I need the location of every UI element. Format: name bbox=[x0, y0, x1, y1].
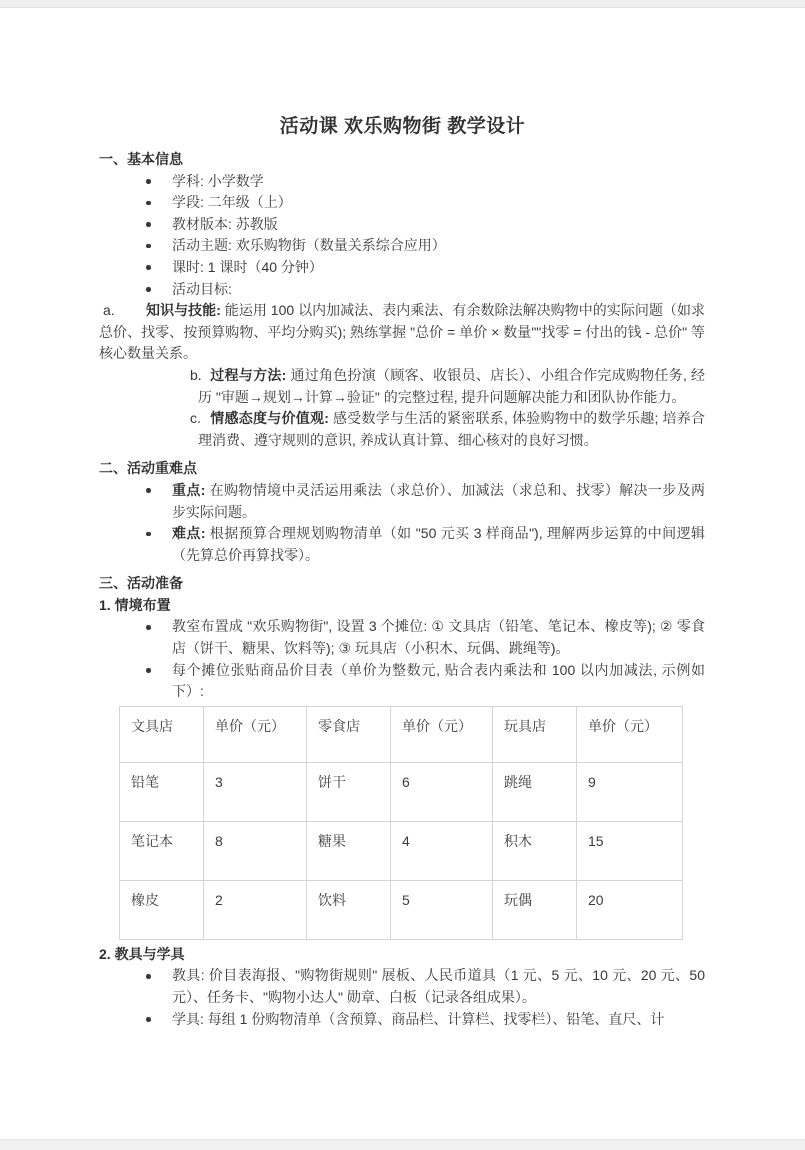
table-header-cell: 文具店 bbox=[120, 706, 204, 762]
table-cell: 2 bbox=[204, 880, 307, 939]
list-item-price-list bbox=[172, 660, 705, 703]
bullet-icon bbox=[146, 532, 151, 537]
objective-label: 过程与方法: bbox=[210, 366, 291, 383]
table-cell: 饮料 bbox=[307, 880, 391, 939]
list-item-text: 每个摊位张贴商品价目表（单价为整数元, 贴合表内乘法和 100 以内加减法, 示例如下）: bbox=[172, 661, 705, 700]
list-item-text: 教材版本: 苏教版 bbox=[172, 215, 278, 232]
table-cell: 积木 bbox=[493, 821, 577, 880]
list-item-text: 教具: 价目表海报、"购物街规则" 展板、人民币道具（1 元、5 元、10 元、20 元、50 元）、任务卡、"购物小达人" 勋章、白板（记录各组成果）。 bbox=[172, 967, 705, 1006]
table-cell: 笔记本 bbox=[120, 821, 204, 880]
list-item-text: 在购物情境中灵活运用乘法（求总价）、加减法（求总和、找零）解决一步及两步实际问题。 bbox=[172, 481, 706, 520]
list-item-teaching-aids bbox=[172, 965, 705, 1008]
bullet-icon bbox=[146, 222, 151, 227]
list-item-text: 学段: 二年级（上） bbox=[172, 194, 292, 211]
table-cell: 4 bbox=[391, 821, 493, 880]
table-cell: 6 bbox=[391, 762, 493, 821]
list-item-subject bbox=[172, 171, 705, 193]
section-heading-key-points: 二、活动重难点 bbox=[99, 460, 197, 477]
list-item-text: 活动目标: bbox=[172, 280, 232, 297]
list-item-difficulty bbox=[172, 523, 705, 566]
table-cell: 玩偶 bbox=[493, 880, 577, 939]
table-cell: 橡皮 bbox=[120, 880, 204, 939]
list-item-grade bbox=[172, 192, 705, 214]
list-item-duration bbox=[172, 257, 705, 279]
list-item-text: 教室布置成 "欢乐购物街", 设置 3 个摊位: ① 文具店（铅笔、笔记本、橡皮等); ② 零食店（饼干、糖果、饮料等); ③ 玩具店（小积木、玩偶、跳绳等)。 bbox=[172, 618, 705, 657]
objective-label: 情感态度与价值观: bbox=[210, 410, 334, 427]
list-item-label: 重点: bbox=[172, 481, 210, 498]
bullet-icon bbox=[146, 1017, 151, 1022]
list-item-label: 难点: bbox=[172, 525, 210, 542]
list-item-text: 课时: 1 课时（40 分钟） bbox=[172, 258, 323, 275]
list-item-goals bbox=[172, 279, 705, 301]
document-page bbox=[0, 7, 805, 1140]
table-cell: 8 bbox=[204, 821, 307, 880]
objective-b bbox=[190, 365, 705, 408]
bullet-icon bbox=[146, 287, 151, 292]
table-cell: 20 bbox=[577, 880, 683, 939]
page-title: 活动课 欢乐购物街 教学设计 bbox=[279, 116, 526, 137]
table-header-cell: 单价（元） bbox=[577, 706, 683, 762]
document-body bbox=[0, 149, 805, 1030]
section-heading-preparation: 三、活动准备 bbox=[99, 575, 183, 592]
price-table bbox=[119, 706, 683, 940]
table-cell: 跳绳 bbox=[493, 762, 577, 821]
bullet-icon bbox=[146, 265, 151, 270]
objective-label: 知识与技能: bbox=[146, 302, 225, 319]
table-row bbox=[120, 762, 683, 821]
list-item-theme bbox=[172, 235, 705, 257]
bullet-icon bbox=[146, 201, 151, 206]
list-item-student-tools bbox=[172, 1009, 705, 1031]
objective-marker: c. bbox=[190, 410, 201, 427]
list-item-text: 学具: 每组 1 份购物清单（含预算、商品栏、计算栏、找零栏）、铅笔、直尺、计 bbox=[172, 1010, 665, 1027]
table-cell: 3 bbox=[204, 762, 307, 821]
objective-a bbox=[99, 300, 705, 365]
table-cell: 15 bbox=[577, 821, 683, 880]
objective-marker: a. bbox=[103, 302, 115, 319]
list-item-textbook bbox=[172, 214, 705, 236]
table-cell: 饼干 bbox=[307, 762, 391, 821]
table-cell: 5 bbox=[391, 880, 493, 939]
table-cell: 糖果 bbox=[307, 821, 391, 880]
bullet-icon bbox=[146, 488, 151, 493]
objective-c bbox=[190, 408, 705, 451]
subsection-heading-scene: 1. 情境布置 bbox=[99, 596, 171, 613]
table-header-cell: 零食店 bbox=[307, 706, 391, 762]
table-header-cell: 玩具店 bbox=[493, 706, 577, 762]
objective-text: 通过角色扮演（顾客、收银员、店长）、小组合作完成购物任务, 经历 "审题→规划→计算→验证" 的完整过程, 提升问题解决能力和团队协作能力。 bbox=[198, 366, 705, 405]
list-item-text: 学科: 小学数学 bbox=[172, 172, 264, 189]
list-item-text: 根据预算合理规划购物清单（如 "50 元买 3 样商品"), 理解两步运算的中间逻辑（先算总价再算找零）。 bbox=[172, 525, 705, 563]
bullet-icon bbox=[146, 179, 151, 184]
objective-text: 能运用 100 以内加减法、表内乘法、有余数除法解决购物中的实际问题（如求总价、找零、按预算购物、平均分购买); 熟练掌握 "总价 = 单价 × 数量""找零 = 付出的钱 - 总价" 等核心数量关系。 bbox=[99, 302, 705, 362]
bullet-icon bbox=[146, 244, 151, 249]
list-item-focus bbox=[172, 480, 705, 523]
table-header-row bbox=[120, 706, 683, 762]
bullet-icon bbox=[146, 974, 151, 979]
list-item-text: 活动主题: 欢乐购物街（数量关系综合应用） bbox=[172, 237, 446, 254]
table-row bbox=[120, 880, 683, 939]
table-row bbox=[120, 821, 683, 880]
table-cell: 9 bbox=[577, 762, 683, 821]
table-header-cell: 单价（元） bbox=[391, 706, 493, 762]
bullet-icon bbox=[146, 625, 151, 630]
subsection-heading-tools: 2. 教具与学具 bbox=[99, 945, 185, 962]
section-heading-basic-info: 一、基本信息 bbox=[99, 151, 183, 167]
bullet-icon bbox=[146, 668, 151, 673]
objective-marker: b. bbox=[190, 366, 202, 383]
list-item-classroom-setup bbox=[172, 616, 705, 659]
table-header-cell: 单价（元） bbox=[204, 706, 307, 762]
objective-text: 感受数学与生活的紧密联系, 体验购物中的数学乐趣; 培养合理消费、遵守规则的意识, 养成认真计算、细心核对的良好习惯。 bbox=[198, 410, 705, 448]
table-cell: 铅笔 bbox=[120, 762, 204, 821]
